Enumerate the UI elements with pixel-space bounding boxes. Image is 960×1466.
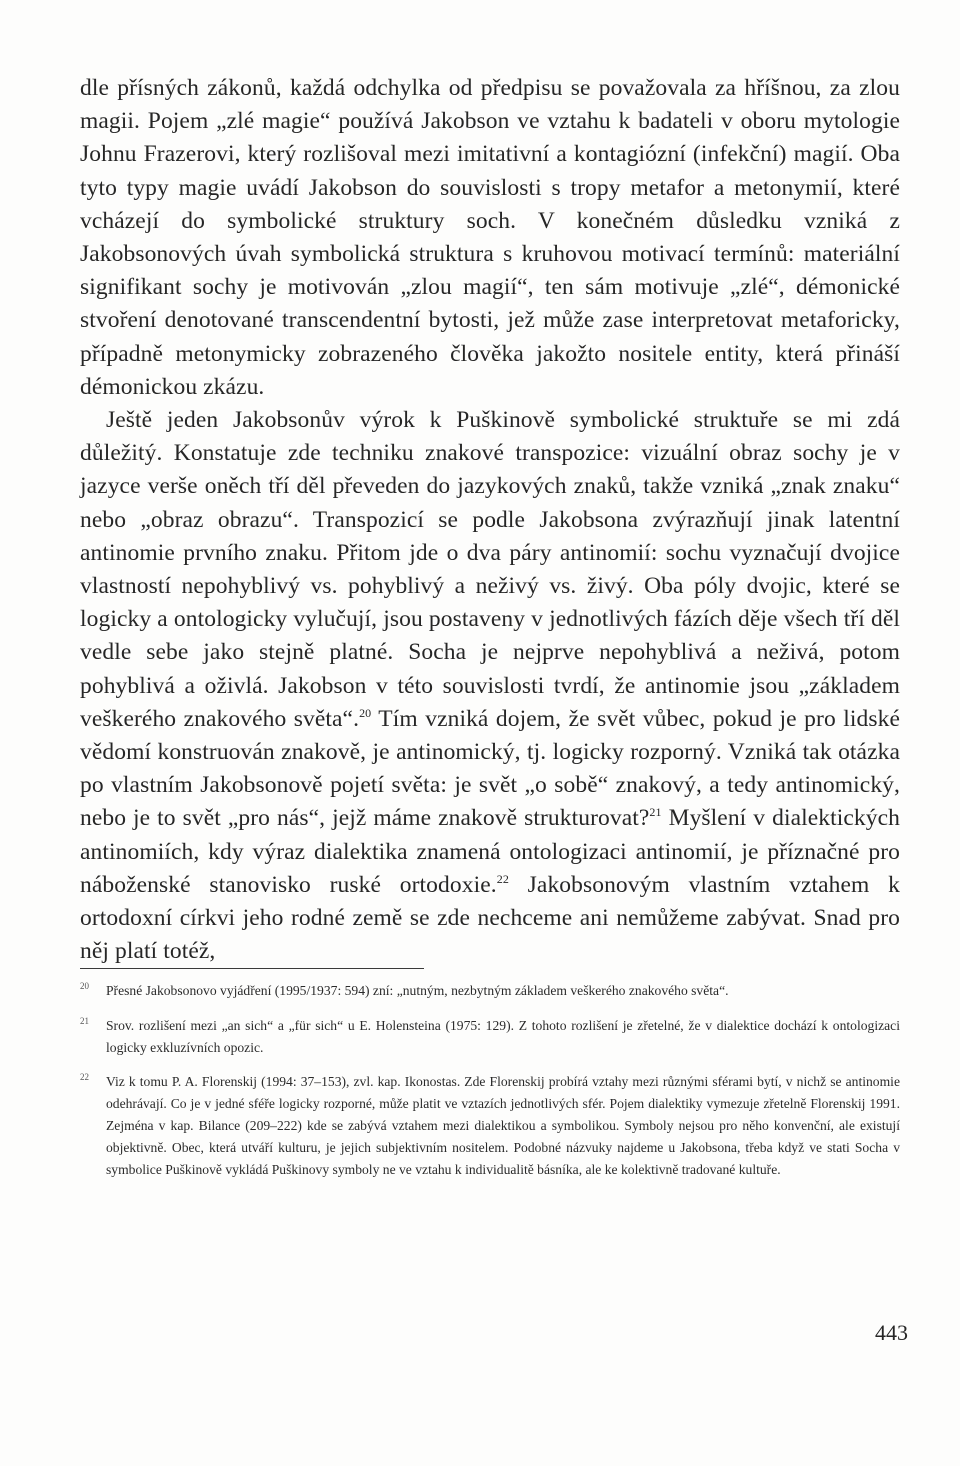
paragraph-2-part-d: Jakobsonovým vlastním vztahem k ortodoxní církvi jeho rodné země se zde nechceme ani nemůžeme zabývat. Snad pro něj platí totéž, — [80, 871, 900, 965]
main-text — [80, 72, 900, 968]
footnote-ref-20[interactable]: 20 — [359, 706, 372, 721]
paragraph-1: dle přísných zákonů, každá odchylka od předpisu se považovala za hříšnou, za zlou magii. Pojem „zlé magie“ používá Jakobson ve vztahu k badateli v oboru mytologie Johnu Frazerovi, který rozlišoval mezi imitativní a kontagiózní (infekční) magií. Oba tyto typy magie uvádí Jakobson do souvislosti s tropy metafor a metonymií, které vcházejí do symbolické struktury soch. V konečném důsledku vzniká z Jakobsonových úvah symbolická struktura s kruhovou motivací termínů: materiální signifikant sochy je motivován „zlou magií“, ten sám motivuje „zlé“, démonické stvoření denotované transcendentní bytosti, jež může zase interpretovat metaforicky, případně metonymicky zobrazeného člověka jakožto nositele entity, která přináší démonickou zkázu. — [80, 75, 900, 400]
footnotes — [80, 980, 900, 1193]
footnote-number: 20 — [80, 981, 89, 991]
footnote-20 — [80, 980, 900, 1002]
footnote-ref-21[interactable]: 21 — [649, 805, 662, 820]
footnote-21 — [80, 1015, 900, 1059]
paragraph-2-part-a: Ještě jeden Jakobsonův výrok k Puškinově symbolické struktuře se mi zdá důležitý. Konstatuje zde techniku znakové transpozice: vizuální obraz sochy je v jazyce verše oněch tří děl převeden do jazykových znaků, takže vzniká „znak znaku“ nebo „obraz obrazu“. Transpozicí se podle Jakobsona zvýrazňují jinak latentní antinomie prvního znaku. Přitom jde o dva páry antinomií: sochu vyznačují dvojice vlastností nepohyblivý vs. pohyblivý a neživý vs. živý. Oba póly dvojic, které se logicky a ontologicky vylučují, jsou postaveny v jednotlivých fázích děje všech tří děl vedle sebe jako stejně platné. Socha je nejprve nepohyblivá a neživá, potom pohyblivá a oživlá. Jakobson v této souvislosti tvrdí, že antinomie jsou „základem veškerého znakového světa“. — [80, 407, 900, 732]
footnote-22 — [80, 1071, 900, 1180]
footnote-text: Viz k tomu P. A. Florenskij (1994: 37–153), zvl. kap. Ikonostas. Zde Florenskij probírá vztahy mezi různými sférami bytí, v nichž se antinomie odehrávají. Co je v jedné sféře logicky rozporné, může platit ve vztazích jednotlivých sfér. Pojem dialektiky vymezuje zřetelně Florenskij 1991. Zejména v kap. Bilance (209–222) kde se zabývá vztahem mezi dialektikou a symbolikou. Symboly nejsou pro něho konvenční, ale existují objektivně. Obec, která utváří kulturu, je jejich subjektivním nositelem. Podobné názvuky najdeme u Jakobsona, třeba když ve stati Socha v symbolice Puškinově vykládá Puškinovy symboly ne ve vztahu k individualitě básníka, ale ke kolektivně tradované kultuře. — [106, 1074, 900, 1177]
footnote-ref-22[interactable]: 22 — [496, 872, 509, 887]
paragraph-2 — [80, 404, 900, 968]
page-number: 443 — [875, 1320, 908, 1345]
footnote-separator — [80, 968, 424, 969]
paragraph-2-part-b: Tím vzniká dojem, že svět vůbec, pokud je pro lidské vědomí konstruován znakově, je antinomický, tj. logicky rozporný. Vzniká tak otázka po vlastním Jakobsonově pojetí světa: je svět „o sobě“ znakový, a tedy antinomický, nebo je to svět „pro nás“, jejž máme znakově strukturovat? — [80, 705, 900, 832]
footnote-number: 21 — [80, 1015, 89, 1026]
footnote-number: 22 — [80, 1072, 89, 1083]
footnote-text: Přesné Jakobsonovo vyjádření (1995/1937: 594) zní: „nutným, nezbytným základem veškerého znakového světa“. — [106, 983, 729, 998]
footnote-text: Srov. rozlišení mezi „an sich“ a „für sich“ u E. Holensteina (1975: 129). Z tohoto rozlišení je zřetelné, že v dialektice dochází k ontologizaci logicky exkluzívních opozic. — [106, 1017, 900, 1055]
paragraph-2-part-c: Myšlení v dialektických antinomiích, kdy výraz dialektika znamená ontologizaci antinomií, je příznačné pro náboženské stanovisko ruské ortodoxie. — [80, 805, 900, 898]
